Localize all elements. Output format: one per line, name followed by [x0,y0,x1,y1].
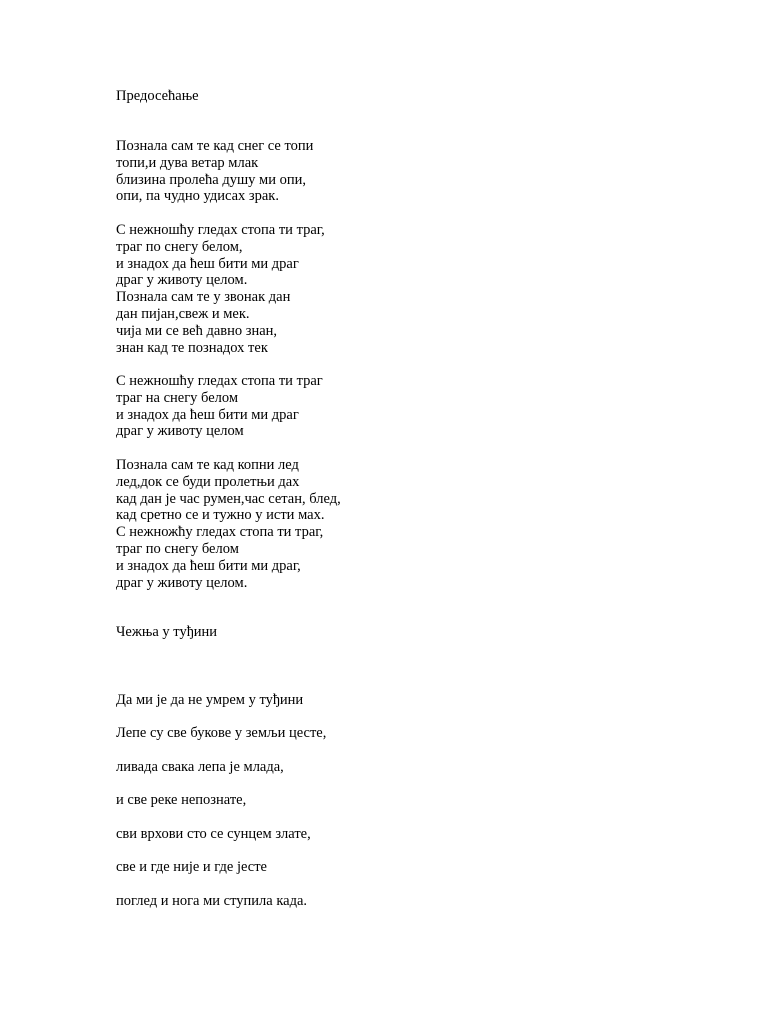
stanza-2 [116,222,325,356]
poem-line: и знадох да ћеш бити ми драг, [116,557,301,574]
poem-line: и све реке непознате, [116,792,247,808]
poem-line: С нежножћу гледах стопа ти траг, [116,524,324,541]
poem-line: траг по снегу белом [116,540,239,557]
poem-line: С нежношћу гледах стопа ти траг [116,373,323,389]
stanza-1 [116,138,313,205]
poem-line: знан кад те познадох тек [116,339,268,356]
poem-line: близина пролећа душу ми опи, [116,171,306,188]
poem-line: траг по снегу белом, [116,238,243,255]
poem-line: лед,док се буди пролетњи дах [116,473,300,490]
poem-line: Познала сам те кад снег се топи [116,138,314,154]
poem-line: кад сретно се и тужно у исти мах. [116,507,325,524]
stanza-3 [116,373,323,440]
poem-line: и знадох да ћеш бити ми драг [116,406,299,423]
poem-line: топи,и дува ветар млак [116,154,259,171]
poem-line: драг у животу целом [116,423,244,440]
poem-line: кад дан је час румен,час сетан, блед, [116,490,341,507]
poem-title: Предосећање [116,88,199,104]
poem-line: чија ми се већ давно знан, [116,322,278,339]
poem-line: опи, па чудно удисах зрак. [116,188,279,205]
poem-line: и знадох да ћеш бити ми драг [116,255,299,272]
poem-line: све и где није и где јесте [116,859,267,875]
poem-line: траг на снегу белом [116,389,239,406]
poem-line: драг у животу целом. [116,272,248,289]
poem-line: Да ми је да не умрем у туђини [116,692,304,708]
poem-line: драг у животу целом. [116,574,248,591]
poem-line: ливада свака лепа је млада, [116,759,284,775]
poem-line: Познала сам те у звонак дан [116,289,291,306]
poem-line: Познала сам те кад копни лед [116,457,299,473]
stanza-4 [116,457,341,591]
poem-line: поглед и нога ми ступила када. [116,893,308,909]
poem-line: дан пијан,свеж и мек. [116,305,250,322]
poem-title: Чежња у туђини [116,624,217,640]
document-page [116,0,736,1024]
poem-line: С нежношћу гледах стопа ти траг, [116,222,325,238]
poem-line: сви врхови сто се сунцем злате, [116,826,311,842]
poem-line: Лепе су све букове у земљи цесте, [116,725,327,741]
